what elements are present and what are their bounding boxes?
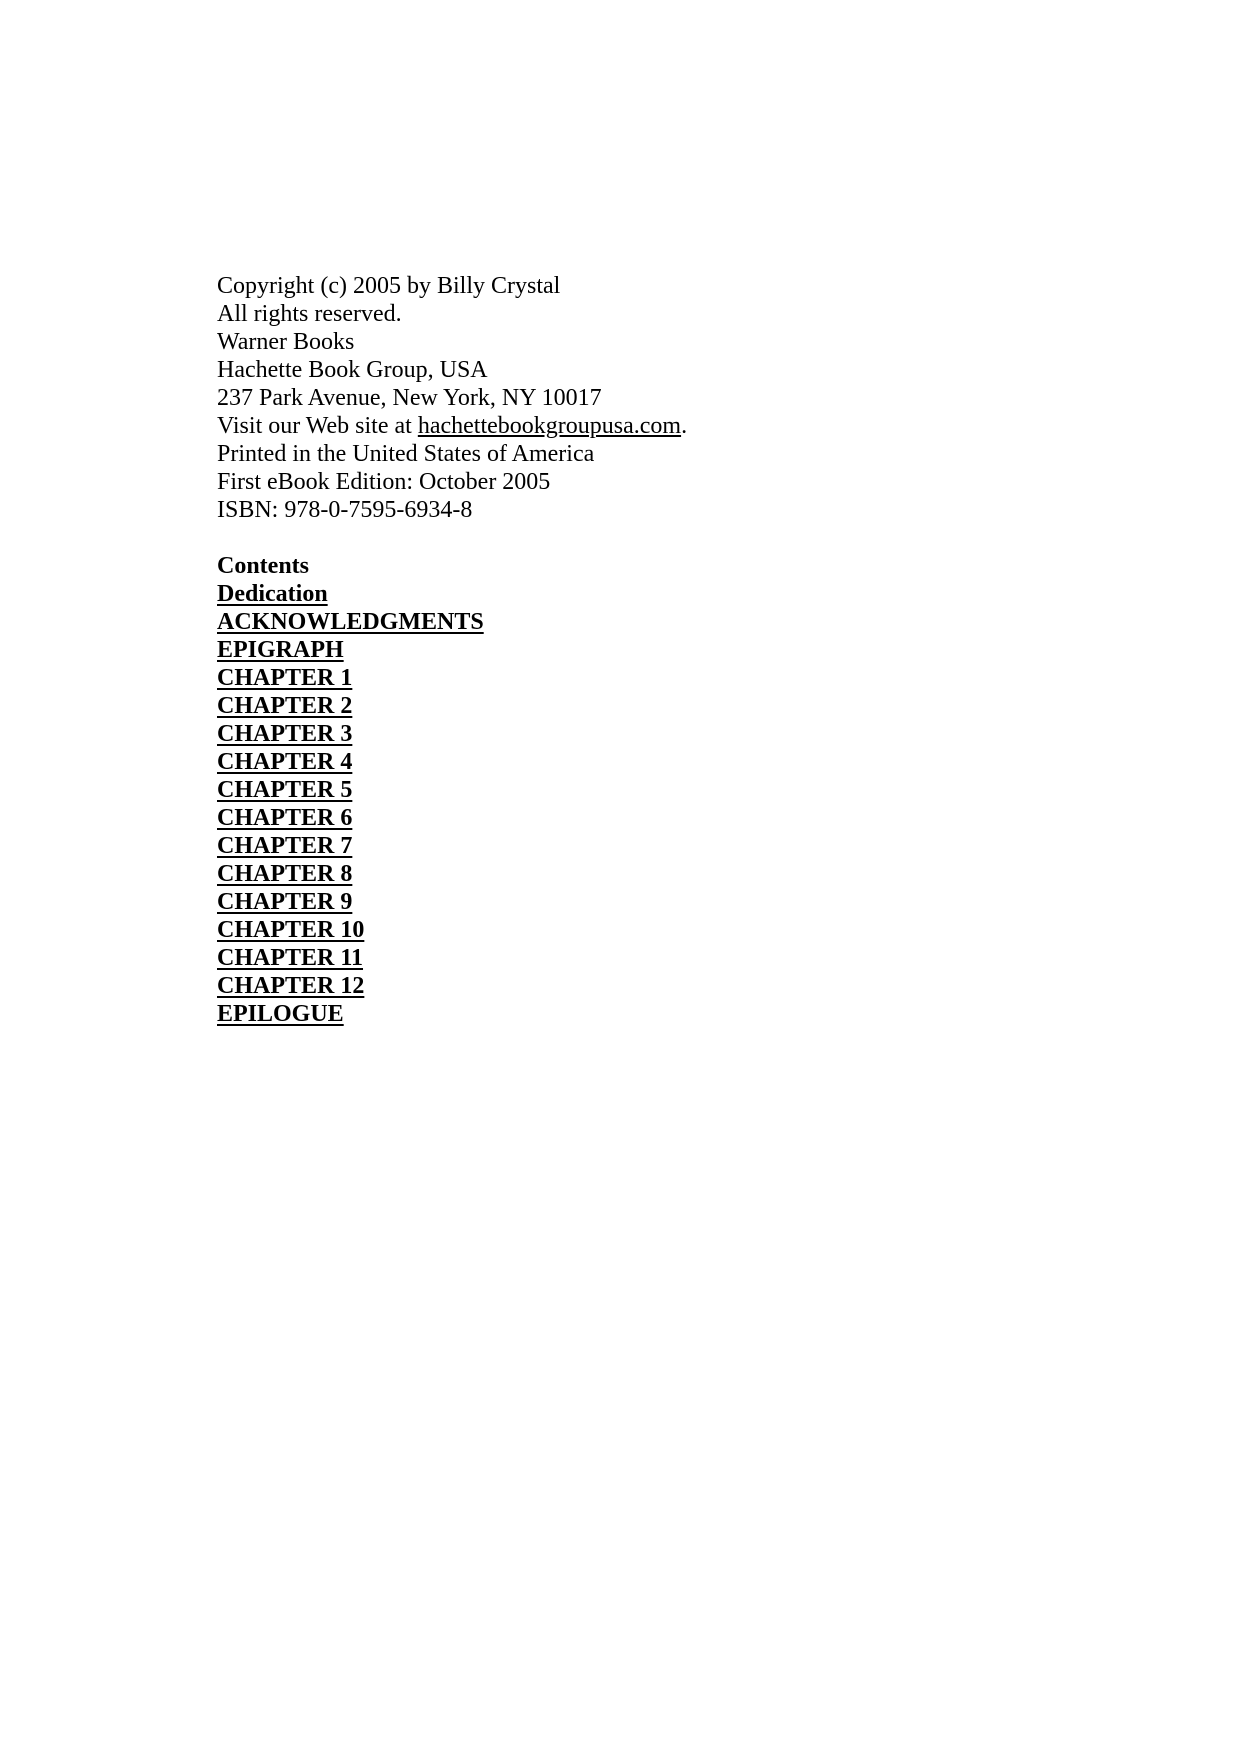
toc-link-epilogue[interactable]: EPILOGUE xyxy=(217,1001,344,1027)
copyright-line: Copyright (c) 2005 by Billy Crystal xyxy=(217,273,561,299)
toc-item xyxy=(217,804,1117,832)
toc-link-chapter-2[interactable]: CHAPTER 2 xyxy=(217,693,353,719)
contents-heading: Contents xyxy=(217,553,310,579)
toc-link-chapter-5[interactable]: CHAPTER 5 xyxy=(217,777,353,803)
publisher-group-line: Hachette Book Group, USA xyxy=(217,357,488,383)
toc-item xyxy=(217,636,1117,664)
toc-link-chapter-8[interactable]: CHAPTER 8 xyxy=(217,861,353,887)
toc-link-chapter-4[interactable]: CHAPTER 4 xyxy=(217,749,353,775)
toc-link-chapter-3[interactable]: CHAPTER 3 xyxy=(217,721,353,747)
toc-link-chapter-10[interactable]: CHAPTER 10 xyxy=(217,917,365,943)
toc-item xyxy=(217,580,1117,608)
toc-item xyxy=(217,1000,1117,1028)
toc-link-chapter-11[interactable]: CHAPTER 11 xyxy=(217,945,364,971)
printed-in-line: Printed in the United States of America xyxy=(217,441,595,467)
toc-item xyxy=(217,664,1117,692)
section-spacer xyxy=(217,524,1117,552)
toc-item xyxy=(217,944,1117,972)
toc-item xyxy=(217,860,1117,888)
publisher-address-line: 237 Park Avenue, New York, NY 10017 xyxy=(217,385,602,411)
toc-item xyxy=(217,916,1117,944)
table-of-contents xyxy=(217,580,1117,1028)
toc-link-epigraph[interactable]: EPIGRAPH xyxy=(217,637,344,663)
rights-reserved-line: All rights reserved. xyxy=(217,301,402,327)
toc-item xyxy=(217,692,1117,720)
toc-link-acknowledgments[interactable]: ACKNOWLEDGMENTS xyxy=(217,609,484,635)
toc-link-chapter-6[interactable]: CHAPTER 6 xyxy=(217,805,353,831)
website-prefix: Visit our Web site at xyxy=(217,413,418,439)
toc-item xyxy=(217,720,1117,748)
toc-link-chapter-1[interactable]: CHAPTER 1 xyxy=(217,665,353,691)
isbn-line: ISBN: 978-0-7595-6934-8 xyxy=(217,497,473,523)
website-suffix: . xyxy=(681,413,688,439)
copyright-and-contents-block xyxy=(217,272,1117,1028)
website-line xyxy=(217,412,1117,440)
toc-link-dedication[interactable]: Dedication xyxy=(217,581,328,607)
toc-item xyxy=(217,888,1117,916)
publisher-imprint-line: Warner Books xyxy=(217,329,355,355)
toc-item xyxy=(217,776,1117,804)
toc-item xyxy=(217,972,1117,1000)
website-link[interactable]: hachettebookgroupusa.com xyxy=(417,413,682,439)
edition-line: First eBook Edition: October 2005 xyxy=(217,469,551,495)
toc-item xyxy=(217,608,1117,636)
toc-link-chapter-7[interactable]: CHAPTER 7 xyxy=(217,833,353,859)
toc-item xyxy=(217,748,1117,776)
toc-link-chapter-9[interactable]: CHAPTER 9 xyxy=(217,889,353,915)
toc-link-chapter-12[interactable]: CHAPTER 12 xyxy=(217,973,365,999)
toc-item xyxy=(217,832,1117,860)
